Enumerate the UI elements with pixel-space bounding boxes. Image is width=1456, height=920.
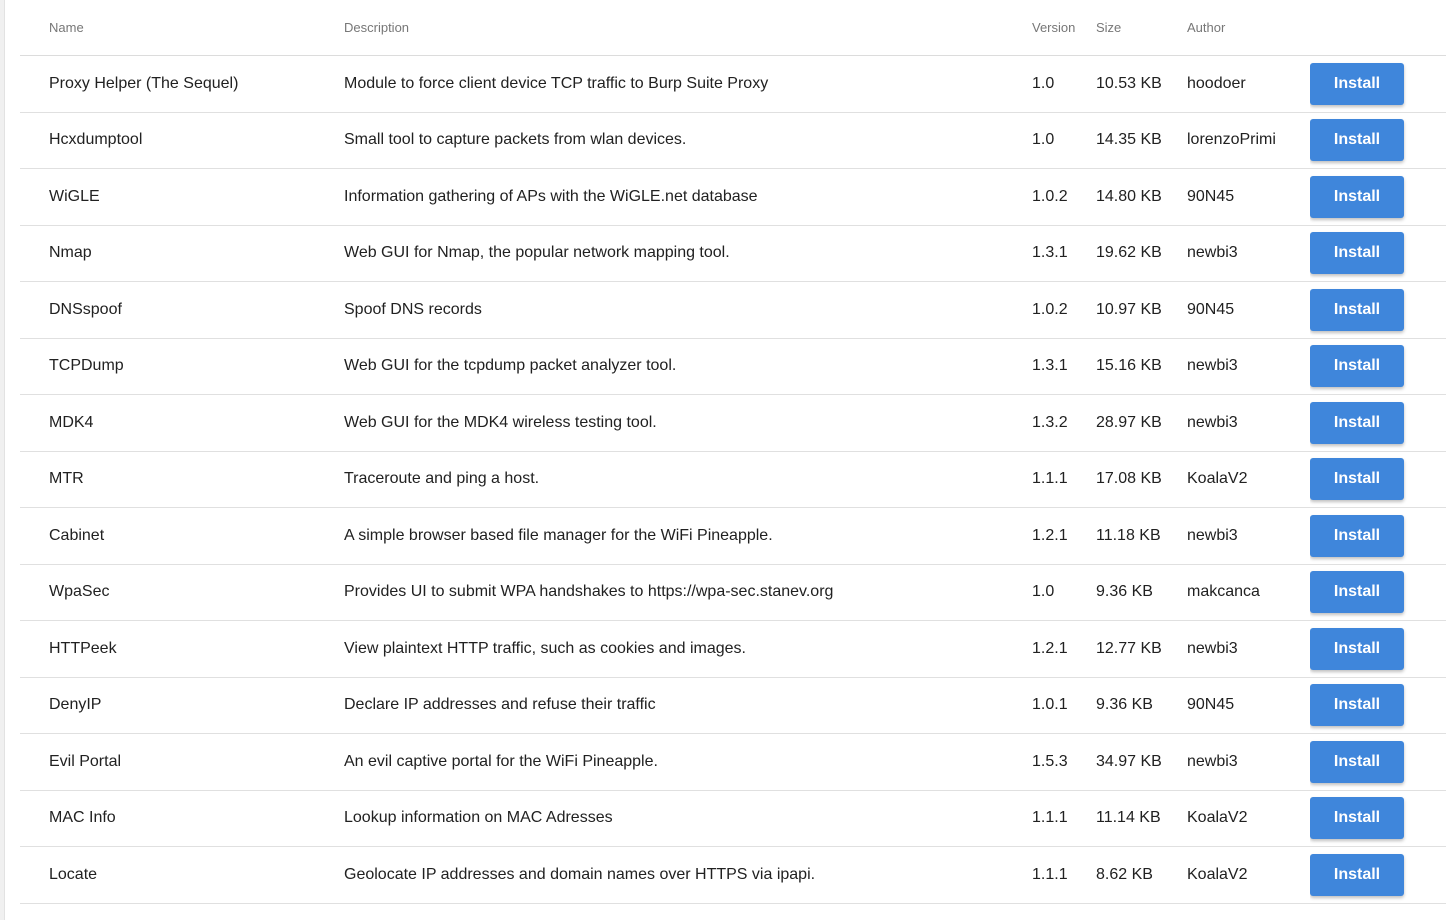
module-name: HTTPeek [20,621,344,678]
module-name: Evil Portal [20,734,344,791]
module-size: 28.97 KB [1096,395,1187,452]
sidebar-edge [0,0,5,920]
modules-table-container [20,0,1446,904]
table-row[interactable] [20,338,1446,395]
module-size: 12.77 KB [1096,621,1187,678]
module-name: Proxy Helper (The Sequel) [20,56,344,113]
module-name: Cabinet [20,508,344,565]
modules-table [20,0,1446,904]
module-size: 9.36 KB [1096,677,1187,734]
table-row[interactable] [20,621,1446,678]
table-row[interactable] [20,169,1446,226]
module-author: 90N45 [1187,677,1310,734]
table-row[interactable] [20,847,1446,904]
module-size: 34.97 KB [1096,734,1187,791]
table-row[interactable] [20,564,1446,621]
table-header-row [20,0,1446,56]
module-description: Web GUI for the MDK4 wireless testing tool. [344,395,1032,452]
module-author: newbi3 [1187,508,1310,565]
module-author: lorenzoPrimi [1187,112,1310,169]
module-actions [1310,847,1446,904]
module-version: 1.3.2 [1032,395,1096,452]
install-button[interactable]: Install [1310,232,1404,274]
module-description: Provides UI to submit WPA handshakes to https://wpa-sec.stanev.org [344,564,1032,621]
install-button[interactable]: Install [1310,515,1404,557]
module-description: Web GUI for Nmap, the popular network mapping tool. [344,225,1032,282]
install-button[interactable]: Install [1310,741,1404,783]
table-row[interactable] [20,734,1446,791]
module-size: 10.53 KB [1096,56,1187,113]
table-row[interactable] [20,451,1446,508]
table-row[interactable] [20,677,1446,734]
module-size: 17.08 KB [1096,451,1187,508]
module-description: An evil captive portal for the WiFi Pineapple. [344,734,1032,791]
module-actions [1310,112,1446,169]
module-version: 1.1.1 [1032,847,1096,904]
module-name: TCPDump [20,338,344,395]
module-version: 1.5.3 [1032,734,1096,791]
column-header-version[interactable]: Version [1032,0,1096,56]
module-version: 1.0 [1032,564,1096,621]
module-author: KoalaV2 [1187,790,1310,847]
column-header-author[interactable]: Author [1187,0,1310,56]
table-row[interactable] [20,225,1446,282]
module-description: Declare IP addresses and refuse their traffic [344,677,1032,734]
module-actions [1310,395,1446,452]
module-name: MAC Info [20,790,344,847]
module-name: WpaSec [20,564,344,621]
column-header-name[interactable]: Name [20,0,344,56]
install-button[interactable]: Install [1310,345,1404,387]
module-author: makcanca [1187,564,1310,621]
module-actions [1310,451,1446,508]
module-author: 90N45 [1187,282,1310,339]
module-actions [1310,677,1446,734]
table-row[interactable] [20,790,1446,847]
install-button[interactable]: Install [1310,628,1404,670]
table-row[interactable] [20,112,1446,169]
module-actions [1310,225,1446,282]
module-name: Nmap [20,225,344,282]
module-actions [1310,282,1446,339]
module-actions [1310,169,1446,226]
module-version: 1.0 [1032,112,1096,169]
module-author: newbi3 [1187,395,1310,452]
module-size: 11.14 KB [1096,790,1187,847]
module-author: newbi3 [1187,225,1310,282]
module-size: 14.35 KB [1096,112,1187,169]
module-size: 19.62 KB [1096,225,1187,282]
install-button[interactable]: Install [1310,571,1404,613]
module-version: 1.2.1 [1032,621,1096,678]
module-description: Traceroute and ping a host. [344,451,1032,508]
module-description: View plaintext HTTP traffic, such as cookies and images. [344,621,1032,678]
module-description: Geolocate IP addresses and domain names over HTTPS via ipapi. [344,847,1032,904]
module-actions [1310,56,1446,113]
module-version: 1.0.2 [1032,282,1096,339]
module-author: newbi3 [1187,621,1310,678]
module-name: DNSspoof [20,282,344,339]
module-version: 1.3.1 [1032,338,1096,395]
module-name: MDK4 [20,395,344,452]
module-description: Web GUI for the tcpdump packet analyzer tool. [344,338,1032,395]
module-author: hoodoer [1187,56,1310,113]
module-name: Locate [20,847,344,904]
column-header-actions [1310,0,1446,56]
module-version: 1.0.2 [1032,169,1096,226]
modules-table-body [20,56,1446,904]
table-row[interactable] [20,282,1446,339]
module-name: DenyIP [20,677,344,734]
column-header-description[interactable]: Description [344,0,1032,56]
table-row[interactable] [20,56,1446,113]
install-button[interactable]: Install [1310,684,1404,726]
module-author: KoalaV2 [1187,451,1310,508]
module-author: 90N45 [1187,169,1310,226]
module-name: WiGLE [20,169,344,226]
install-button[interactable]: Install [1310,797,1404,839]
module-author: KoalaV2 [1187,847,1310,904]
module-version: 1.1.1 [1032,790,1096,847]
module-author: newbi3 [1187,338,1310,395]
install-button[interactable]: Install [1310,289,1404,331]
column-header-size[interactable]: Size [1096,0,1187,56]
module-actions [1310,621,1446,678]
module-size: 8.62 KB [1096,847,1187,904]
module-version: 1.0 [1032,56,1096,113]
module-author: newbi3 [1187,734,1310,791]
table-row[interactable] [20,508,1446,565]
module-version: 1.1.1 [1032,451,1096,508]
module-size: 10.97 KB [1096,282,1187,339]
module-actions [1310,508,1446,565]
module-version: 1.2.1 [1032,508,1096,565]
module-actions [1310,734,1446,791]
install-button[interactable]: Install [1310,854,1404,896]
module-description: A simple browser based file manager for the WiFi Pineapple. [344,508,1032,565]
module-size: 15.16 KB [1096,338,1187,395]
module-description: Lookup information on MAC Adresses [344,790,1032,847]
module-version: 1.3.1 [1032,225,1096,282]
module-actions [1310,338,1446,395]
module-description: Small tool to capture packets from wlan devices. [344,112,1032,169]
module-description: Information gathering of APs with the WiGLE.net database [344,169,1032,226]
module-actions [1310,564,1446,621]
install-button[interactable]: Install [1310,458,1404,500]
table-row[interactable] [20,395,1446,452]
install-button[interactable]: Install [1310,176,1404,218]
module-name: Hcxdumptool [20,112,344,169]
install-button[interactable]: Install [1310,119,1404,161]
module-size: 11.18 KB [1096,508,1187,565]
module-size: 14.80 KB [1096,169,1187,226]
install-button[interactable]: Install [1310,402,1404,444]
install-button[interactable]: Install [1310,63,1404,105]
module-description: Spoof DNS records [344,282,1032,339]
module-version: 1.0.1 [1032,677,1096,734]
module-description: Module to force client device TCP traffic to Burp Suite Proxy [344,56,1032,113]
module-size: 9.36 KB [1096,564,1187,621]
module-name: MTR [20,451,344,508]
module-actions [1310,790,1446,847]
